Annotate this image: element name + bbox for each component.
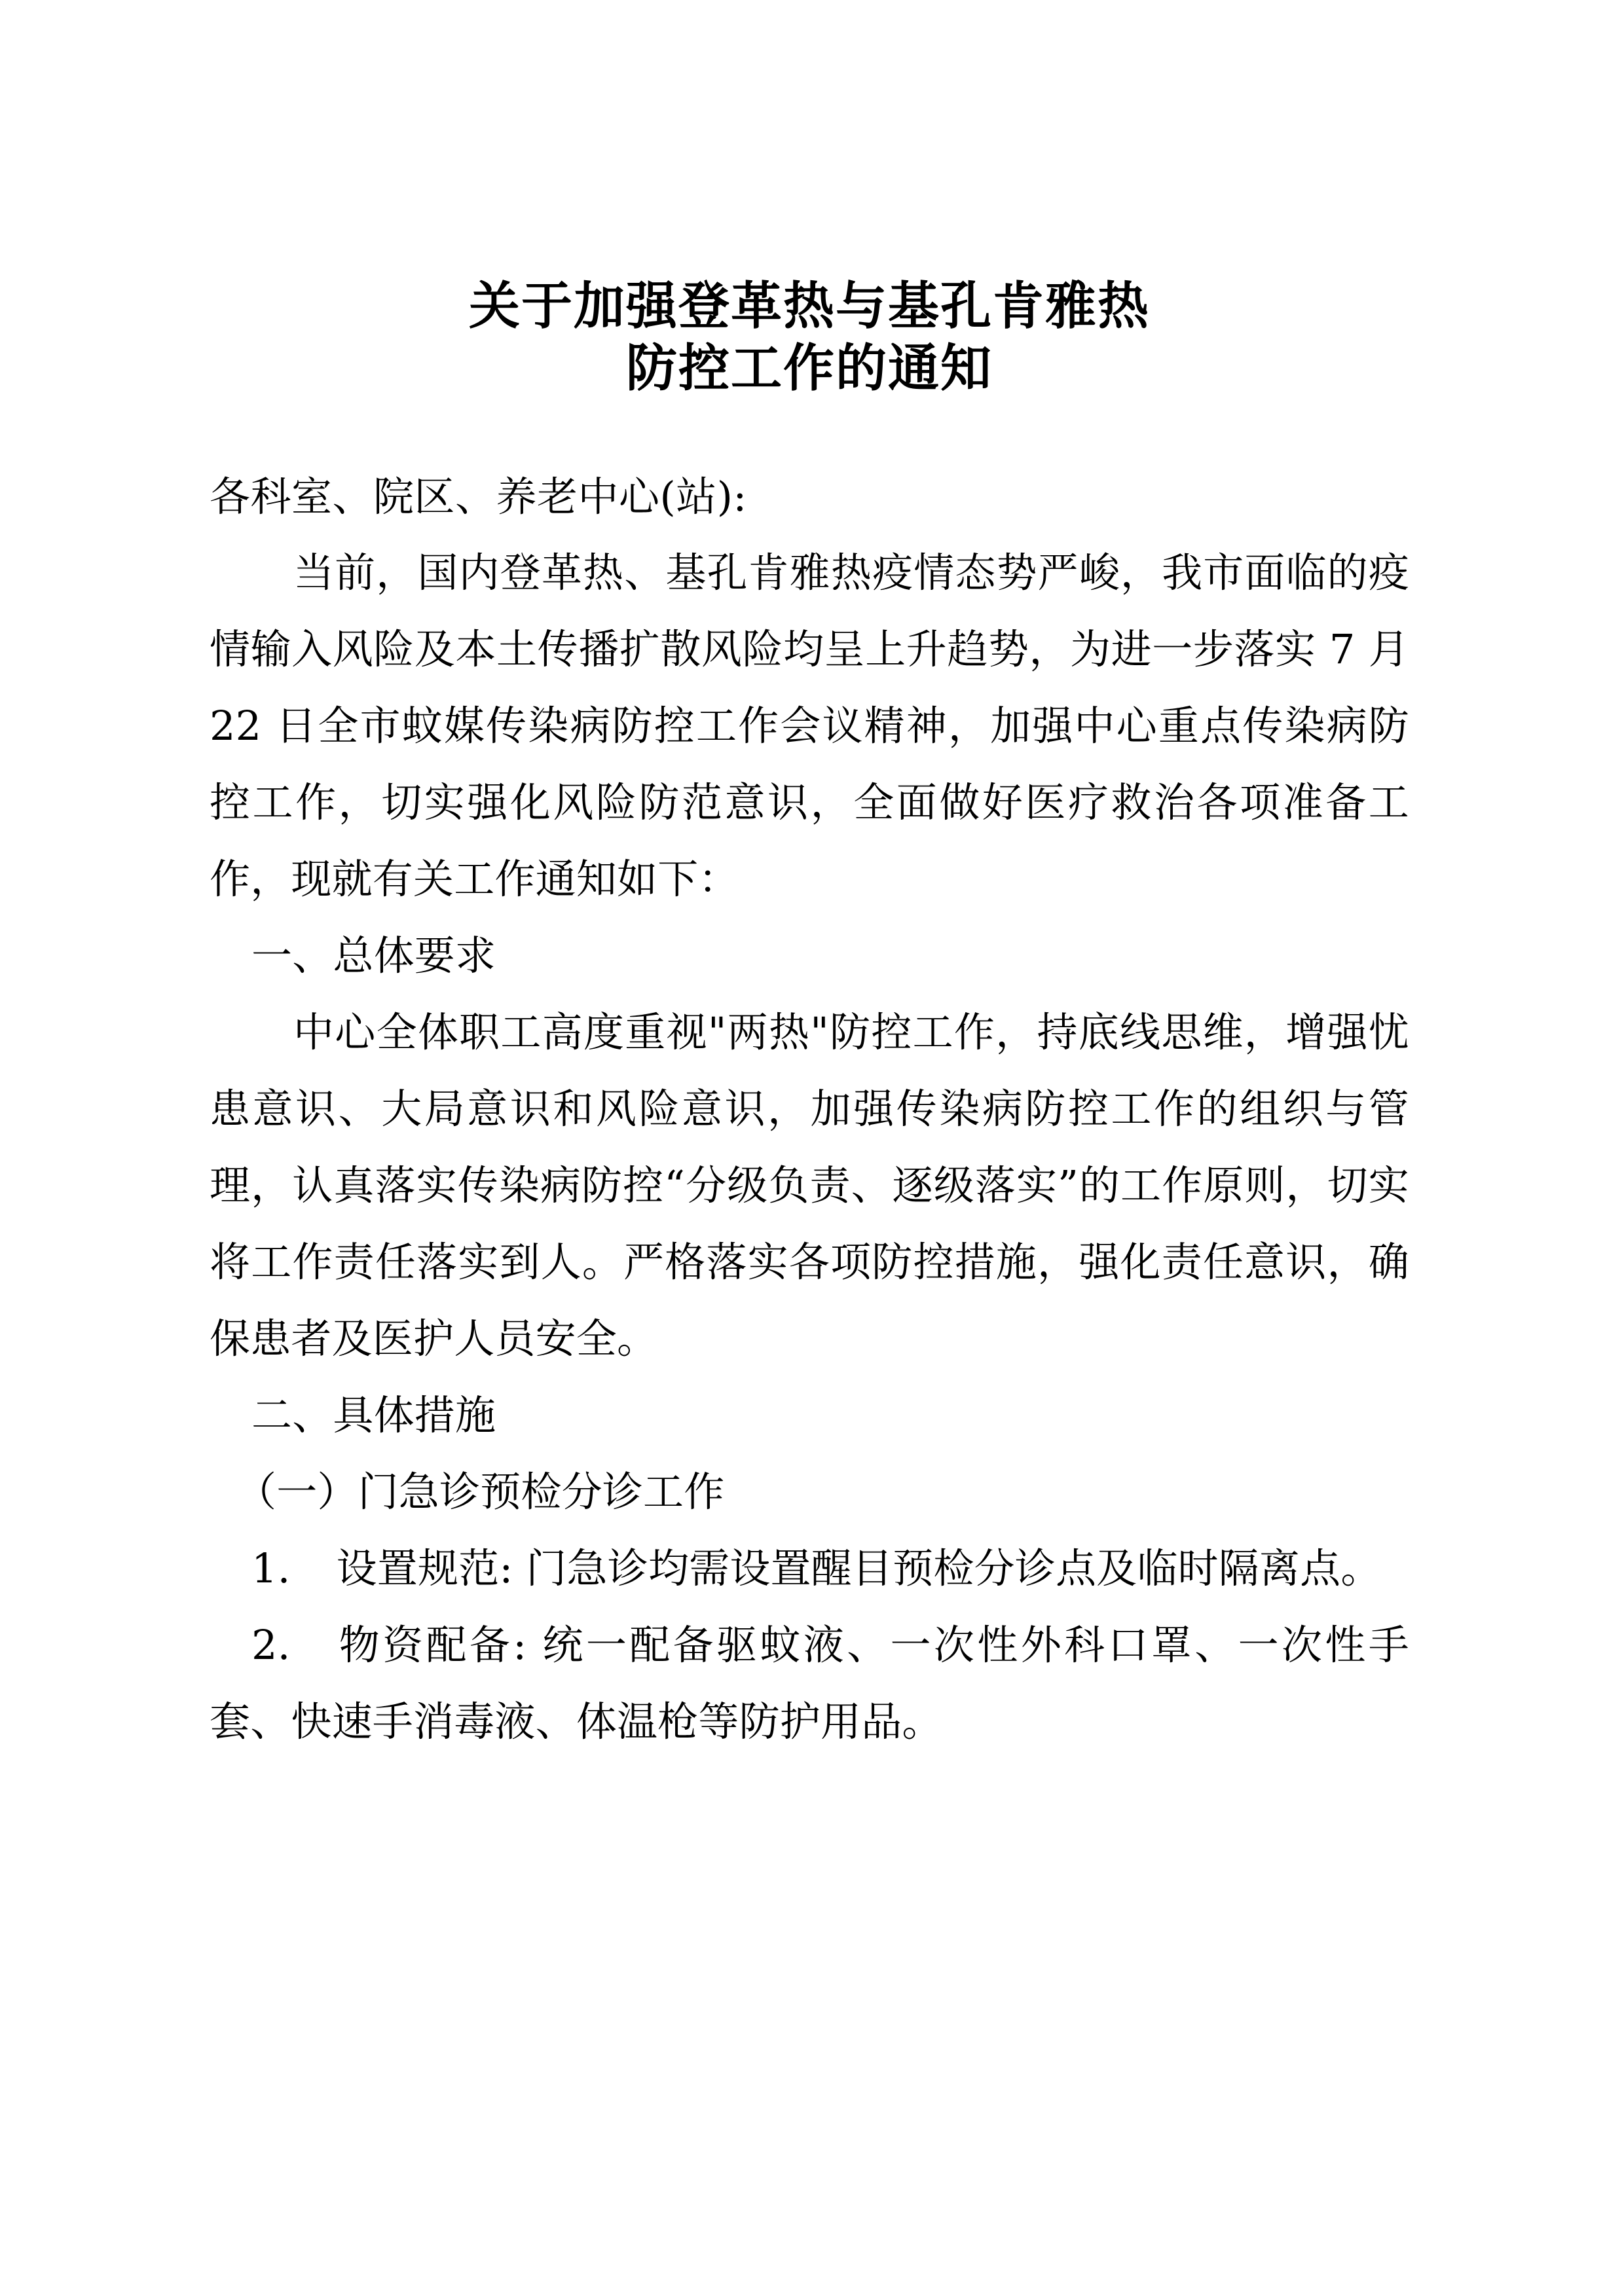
subsection-heading-1: （一）门急诊预检分诊工作: [236, 1468, 725, 1516]
list-item: [210, 1607, 1409, 1760]
list-item: [210, 1530, 1409, 1607]
title-line-1: 关于加强登革热与基孔肯雅热: [468, 276, 1150, 336]
title-line-2: 防控工作的通知: [625, 338, 993, 399]
list-item-2-number: 2.: [251, 1621, 291, 1669]
list-item-1-number: 1.: [251, 1544, 291, 1593]
list-item-1-text: 设置规范: 门急诊均需设置醒目预检分诊点及临时隔离点。: [336, 1544, 1382, 1593]
page-title: [210, 0, 1409, 399]
section-1-body: 中心全体职工高度重视"两热"防控工作，持底线思维，增强忧患意识、大局意识和风险意识，加强传染病防控工作的组织与管理，认真落实传染病防控“分级负责、逐级落实”的工作原则，切实将工作责任落实到人。严格落实各项防控措施，强化责任意识，确保患者及医护人员安全。: [210, 1008, 1409, 1363]
list-item-2-text: 物资配备: 统一配备驱蚊液、一次性外科口罩、一次性手套、快速手消毒液、体温枪等防护用品。: [210, 1621, 1409, 1746]
intro-paragraph: 当前，国内登革热、基孔肯雅热疫情态势严峻，我市面临的疫情输入风险及本土传播扩散风险均呈上升趋势，为进一步落实 7 月 22 日全市蚊媒传染病防控工作会议精神，加强中心重点传染病防控工作，切实强化风险防范意识，全面做好医疗救治各项准备工作，现就有关工作通知如下：: [210, 549, 1409, 903]
addressee-line: 各科室、院区、养老中心(站):: [210, 473, 747, 521]
document-content: [210, 0, 1409, 1760]
section-heading-2: 二、具体措施: [251, 1391, 496, 1440]
section-heading-1: 一、总体要求: [251, 932, 496, 980]
